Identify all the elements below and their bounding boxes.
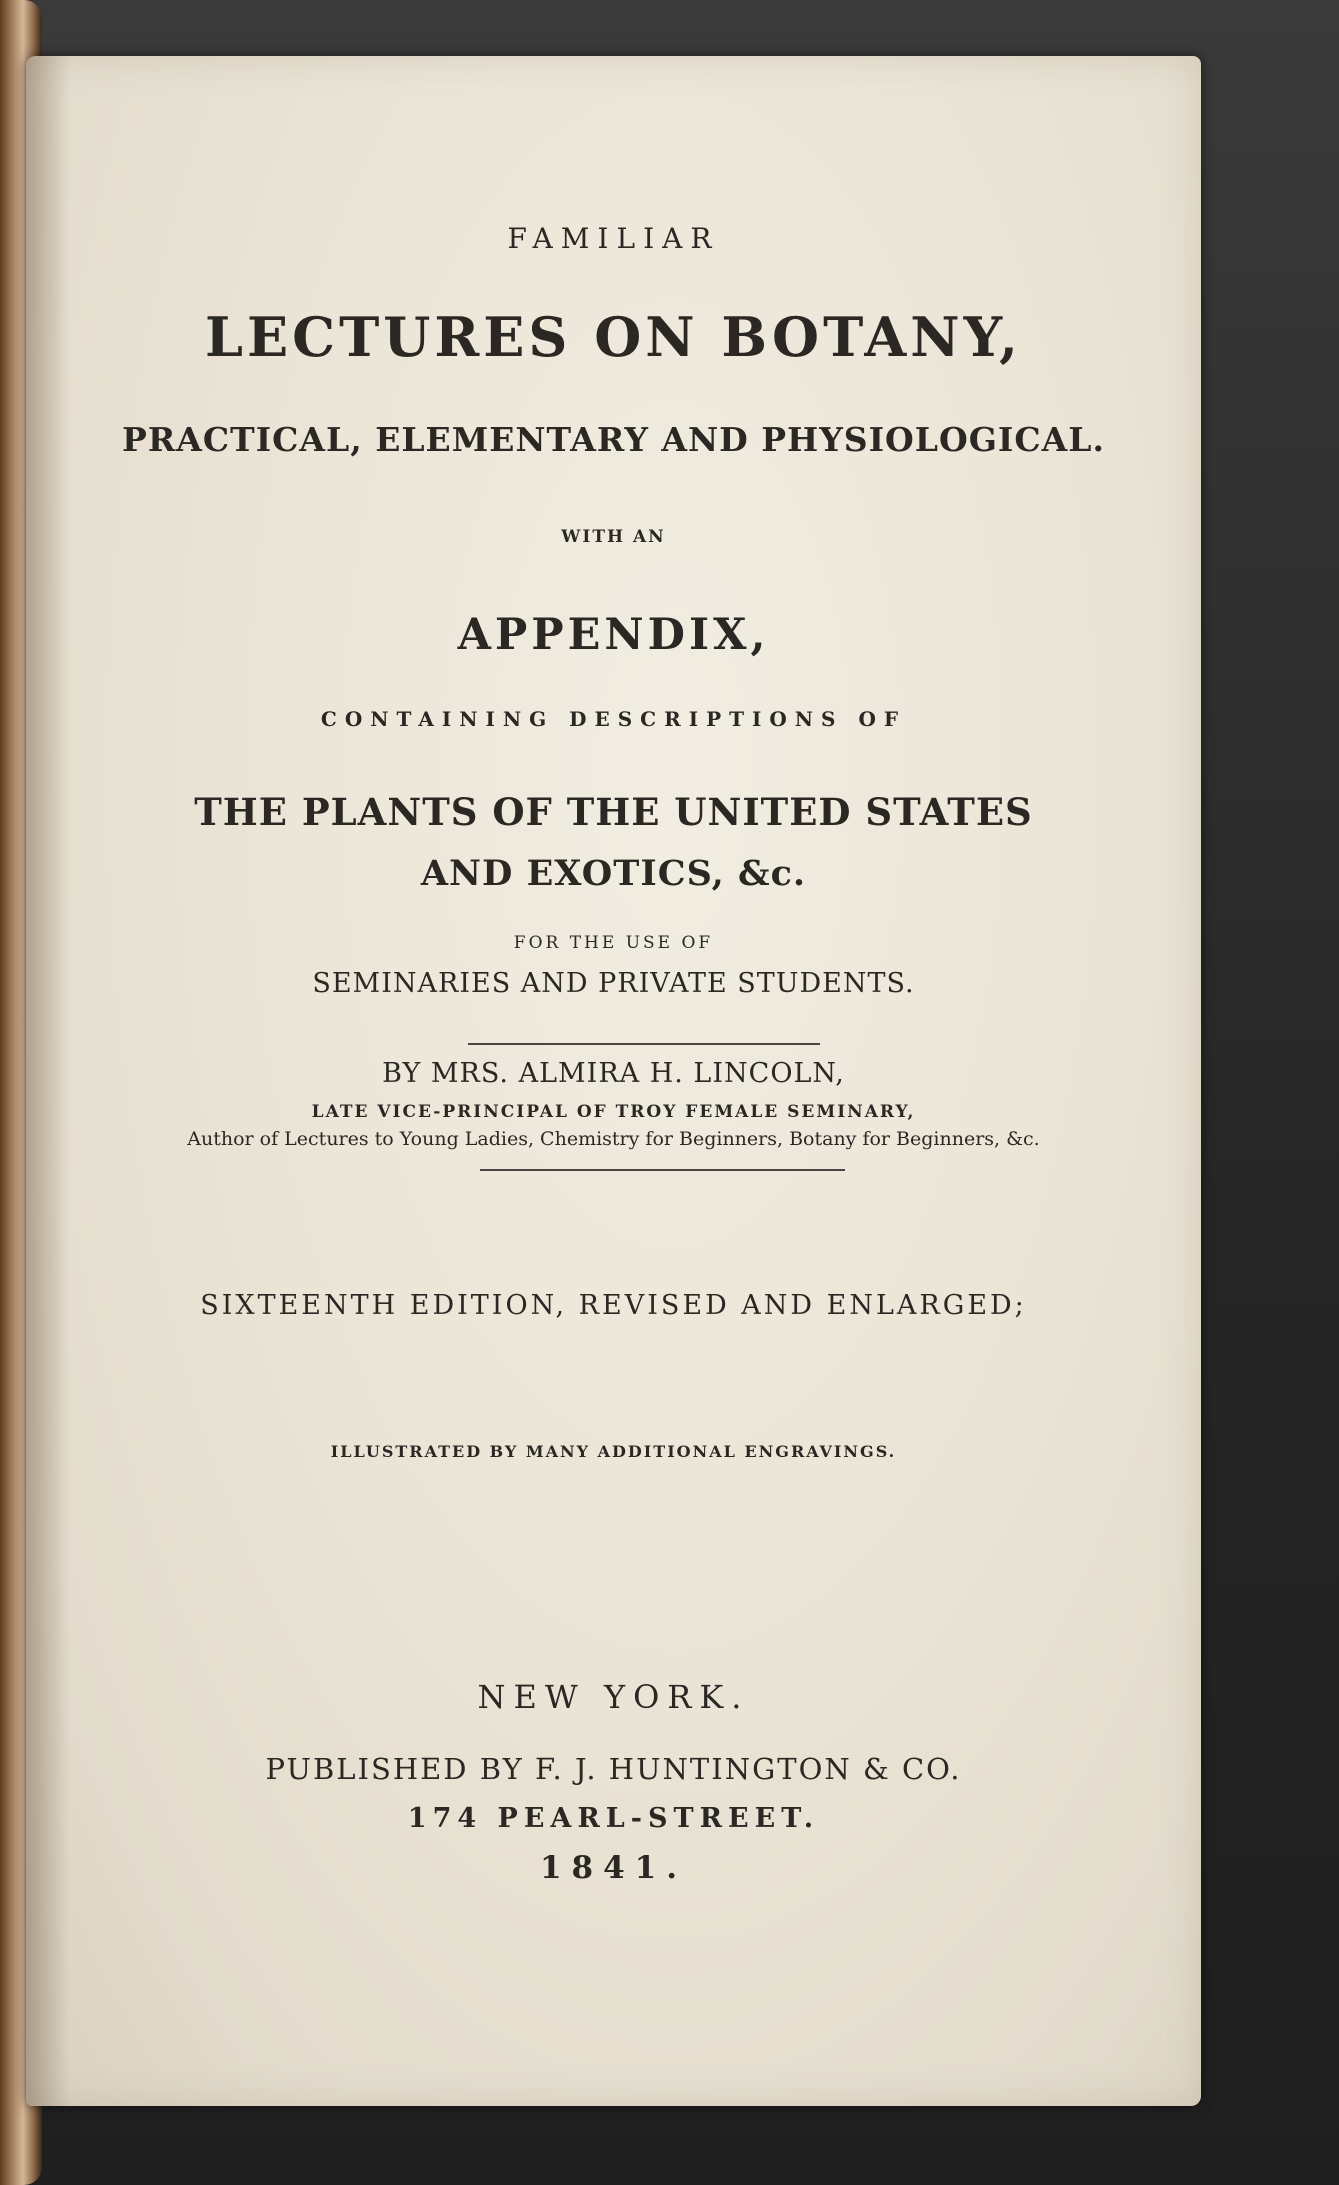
- plants-line-1: THE PLANTS OF THE UNITED STATES: [194, 790, 1033, 834]
- with-an-text: WITH AN: [561, 527, 666, 547]
- for-use-text: FOR THE USE OF: [513, 933, 714, 953]
- containing-text: CONTAINING DESCRIPTIONS OF: [320, 707, 907, 731]
- publisher: PUBLISHED BY F. J. HUNTINGTON & CO.: [265, 1752, 962, 1786]
- publication-year: 1841.: [539, 1850, 688, 1886]
- book-title: LECTURES ON BOTANY,: [205, 305, 1022, 369]
- divider-bottom: [480, 1169, 845, 1171]
- divider-top: [468, 1043, 820, 1045]
- author-other-works: Author of Lectures to Young Ladies, Chemistry for Beginners, Botany for Beginners, &c.: [187, 1128, 1040, 1150]
- author-byline: BY MRS. ALMIRA H. LINCOLN,: [382, 1058, 845, 1089]
- publisher-address: 174 PEARL-STREET.: [407, 1803, 820, 1834]
- title-prefix: FAMILIAR: [507, 222, 720, 255]
- publication-city: NEW YORK.: [477, 1678, 750, 1716]
- illustration-note: ILLUSTRATED BY MANY ADDITIONAL ENGRAVINGS.: [330, 1442, 897, 1461]
- edition-statement: SIXTEENTH EDITION, REVISED AND ENLARGED;: [200, 1290, 1027, 1321]
- book-subtitle: PRACTICAL, ELEMENTARY AND PHYSIOLOGICAL.: [122, 420, 1105, 459]
- plants-line-2: AND EXOTICS, &c.: [420, 853, 807, 894]
- audience-text: SEMINARIES AND PRIVATE STUDENTS.: [312, 968, 915, 999]
- author-position: LATE VICE-PRINCIPAL OF TROY FEMALE SEMINARY,: [311, 1102, 916, 1122]
- appendix-heading: APPENDIX,: [457, 610, 770, 660]
